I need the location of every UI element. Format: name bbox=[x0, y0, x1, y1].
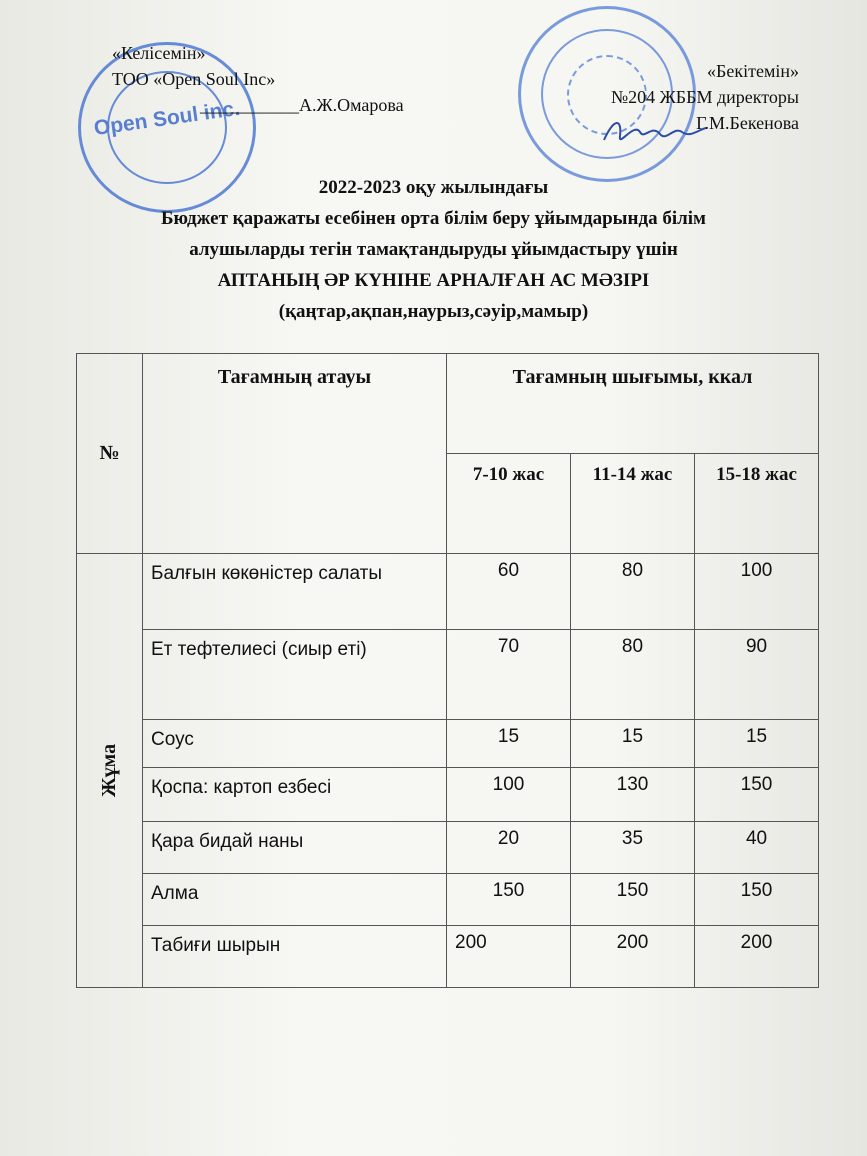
table-row bbox=[77, 768, 819, 822]
title-year: 2022-2023 оқу жылындағы bbox=[318, 177, 549, 198]
kcal-15-18: 150 bbox=[695, 768, 819, 822]
dish-name: Қара бидай наны bbox=[143, 822, 447, 874]
kcal-11-14: 150 bbox=[571, 874, 695, 926]
header-age-11-14: 11-14 жас bbox=[571, 454, 695, 554]
agreement-signatory: ___________А.Ж.Омарова bbox=[200, 95, 404, 115]
header-number: № bbox=[77, 354, 143, 554]
table-row bbox=[77, 822, 819, 874]
header-row bbox=[77, 354, 819, 454]
agreement-company: ТОО «Open Soul Inc» bbox=[112, 69, 276, 89]
header-calories: Тағамның шығымы, ккал bbox=[447, 354, 819, 454]
header-age-15-18: 15-18 жас bbox=[695, 454, 819, 554]
table-row bbox=[77, 720, 819, 768]
table-row bbox=[77, 926, 819, 988]
document-title bbox=[0, 172, 867, 327]
kcal-7-10: 60 bbox=[447, 554, 571, 630]
kcal-7-10: 200 bbox=[447, 926, 571, 988]
company-stamp-logo: Open Soul inc. bbox=[92, 96, 242, 141]
dish-name: Қоспа: картоп езбесі bbox=[143, 768, 447, 822]
title-line-2: Бюджет қаражаты есебінен орта білім беру ұйымдарында білім bbox=[161, 208, 706, 229]
agreement-heading: «Келісемін» bbox=[112, 43, 206, 63]
title-line-3: алушыларды тегін тамақтандыруды ұйымдастыру үшін bbox=[189, 239, 678, 260]
agreement-block bbox=[112, 40, 404, 118]
kcal-7-10: 70 bbox=[447, 630, 571, 720]
kcal-7-10: 100 bbox=[447, 768, 571, 822]
kcal-15-18: 200 bbox=[695, 926, 819, 988]
kcal-15-18: 100 bbox=[695, 554, 819, 630]
kcal-11-14: 15 bbox=[571, 720, 695, 768]
header-age-7-10: 7-10 жас bbox=[447, 454, 571, 554]
kcal-7-10: 15 bbox=[447, 720, 571, 768]
kcal-11-14: 80 bbox=[571, 630, 695, 720]
dish-name: Алма bbox=[143, 874, 447, 926]
dish-name: Соус bbox=[143, 720, 447, 768]
kcal-11-14: 130 bbox=[571, 768, 695, 822]
kcal-11-14: 200 bbox=[571, 926, 695, 988]
menu-table bbox=[76, 353, 819, 988]
approval-block bbox=[611, 58, 799, 136]
kcal-7-10: 20 bbox=[447, 822, 571, 874]
kcal-15-18: 40 bbox=[695, 822, 819, 874]
dish-name: Ет тефтелиесі (сиыр еті) bbox=[143, 630, 447, 720]
dish-name: Табиғи шырын bbox=[143, 926, 447, 988]
title-months: (қаңтар,ақпан,наурыз,сәуір,мамыр) bbox=[278, 301, 589, 322]
day-cell bbox=[77, 554, 143, 988]
header-dish-name: Тағамның атауы bbox=[143, 354, 447, 554]
approval-heading: «Бекітемін» bbox=[707, 61, 799, 81]
approval-signatory: Г.М.Бекенова bbox=[696, 113, 799, 133]
title-menu: АПТАНЫҢ ӘР КҮНІНЕ АРНАЛҒАН АС МӘЗІРІ bbox=[217, 270, 650, 291]
kcal-11-14: 80 bbox=[571, 554, 695, 630]
table-row bbox=[77, 554, 819, 630]
kcal-11-14: 35 bbox=[571, 822, 695, 874]
day-label: Жұма bbox=[97, 743, 120, 798]
kcal-15-18: 90 bbox=[695, 630, 819, 720]
kcal-15-18: 15 bbox=[695, 720, 819, 768]
dish-name: Балғын көкөністер салаты bbox=[143, 554, 447, 630]
kcal-7-10: 150 bbox=[447, 874, 571, 926]
kcal-15-18: 150 bbox=[695, 874, 819, 926]
table-row bbox=[77, 874, 819, 926]
approval-position: №204 ЖББМ директоры bbox=[611, 87, 799, 107]
table-row bbox=[77, 630, 819, 720]
